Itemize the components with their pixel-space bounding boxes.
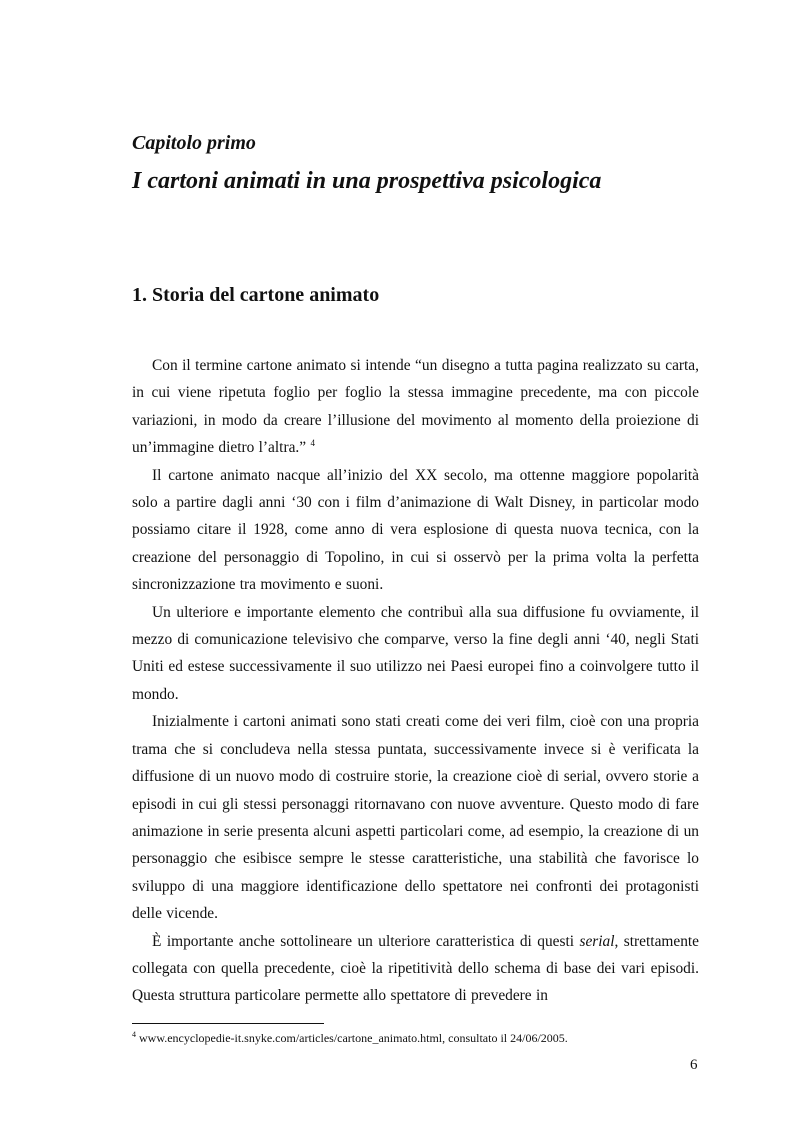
- paragraph-5-emphasis: serial: [579, 932, 615, 950]
- paragraph-4: Inizialmente i cartoni animati sono stati creati come dei veri film, cioè con una propria trama che si concludeva nella stessa puntata, successivamente invece si è verificata la diffusione di un nuovo modo di costruire storie, la creazione cioè di serial, ovvero storie a episodi in cui gli stessi personaggi ritornavano con nuove avventure. Questo modo di fare animazione in serie presenta alcuni aspetti particolari come, ad esempio, la creazione di un personaggio che esibisce sempre le stesse caratteristiche, una stabilità che favorisce lo sviluppo di una maggiore identificazione dello spettatore nei confronti dei protagonisti delle vicende.: [132, 713, 699, 923]
- paragraph-5: [132, 928, 699, 1010]
- chapter-label: Capitolo primo: [132, 132, 256, 154]
- section-title: 1. Storia del cartone animato: [132, 284, 380, 306]
- footnote-number: 4: [132, 1030, 136, 1039]
- footnote: [132, 1031, 568, 1046]
- chapter-title: I cartoni animati in una prospettiva psicologica: [132, 168, 602, 194]
- paragraph-5-text-before: È importante anche sottolineare un ulteriore caratteristica di questi: [152, 932, 580, 950]
- footnote-reference: 4: [310, 438, 315, 449]
- footnote-divider: [132, 1023, 324, 1024]
- paragraph-3: Un ulteriore e importante elemento che contribuì alla sua diffusione fu ovviamente, il mezzo di comunicazione televisivo che comparve, verso la fine degli anni ‘40, negli Stati Uniti ed estese successivamente il suo utilizzo nei Paesi europei fino a coinvolgere tutto il mondo.: [132, 603, 699, 703]
- paragraph-1-text: Con il termine cartone animato si intende “un disegno a tutta pagina realizzato su carta, in cui viene ripetuta foglio per foglio la stessa immagine precedente, ma con piccole variazioni, in modo da creare l’illusione del movimento al momento della proiezione di un’immagine dietro l’altra.”: [132, 357, 699, 457]
- body-text: [132, 352, 699, 1010]
- page-number: 6: [690, 1057, 698, 1073]
- paragraph-2: Il cartone animato nacque all’inizio del XX secolo, ma ottenne maggiore popolarità solo a partire dagli anni ‘30 con i film d’animazione di Walt Disney, in particolar modo possiamo citare il 1928, come anno di vera esplosione di questa nuova tecnica, con la creazione del personaggio di Topolino, in cui si osservò per la prima volta la perfetta sincronizzazione tra movimento e suoni.: [132, 466, 699, 594]
- paragraph-5-text-after: , strettamente collegata con quella precedente, cioè la ripetitività dello schema di base dei vari episodi. Questa struttura particolare permette allo spettatore di prevedere in: [132, 932, 699, 1005]
- paragraph-1: [132, 352, 699, 462]
- footnote-text: www.encyclopedie-it.snyke.com/articles/cartone_animato.html, consultato il 24/06/2005.: [136, 1031, 568, 1045]
